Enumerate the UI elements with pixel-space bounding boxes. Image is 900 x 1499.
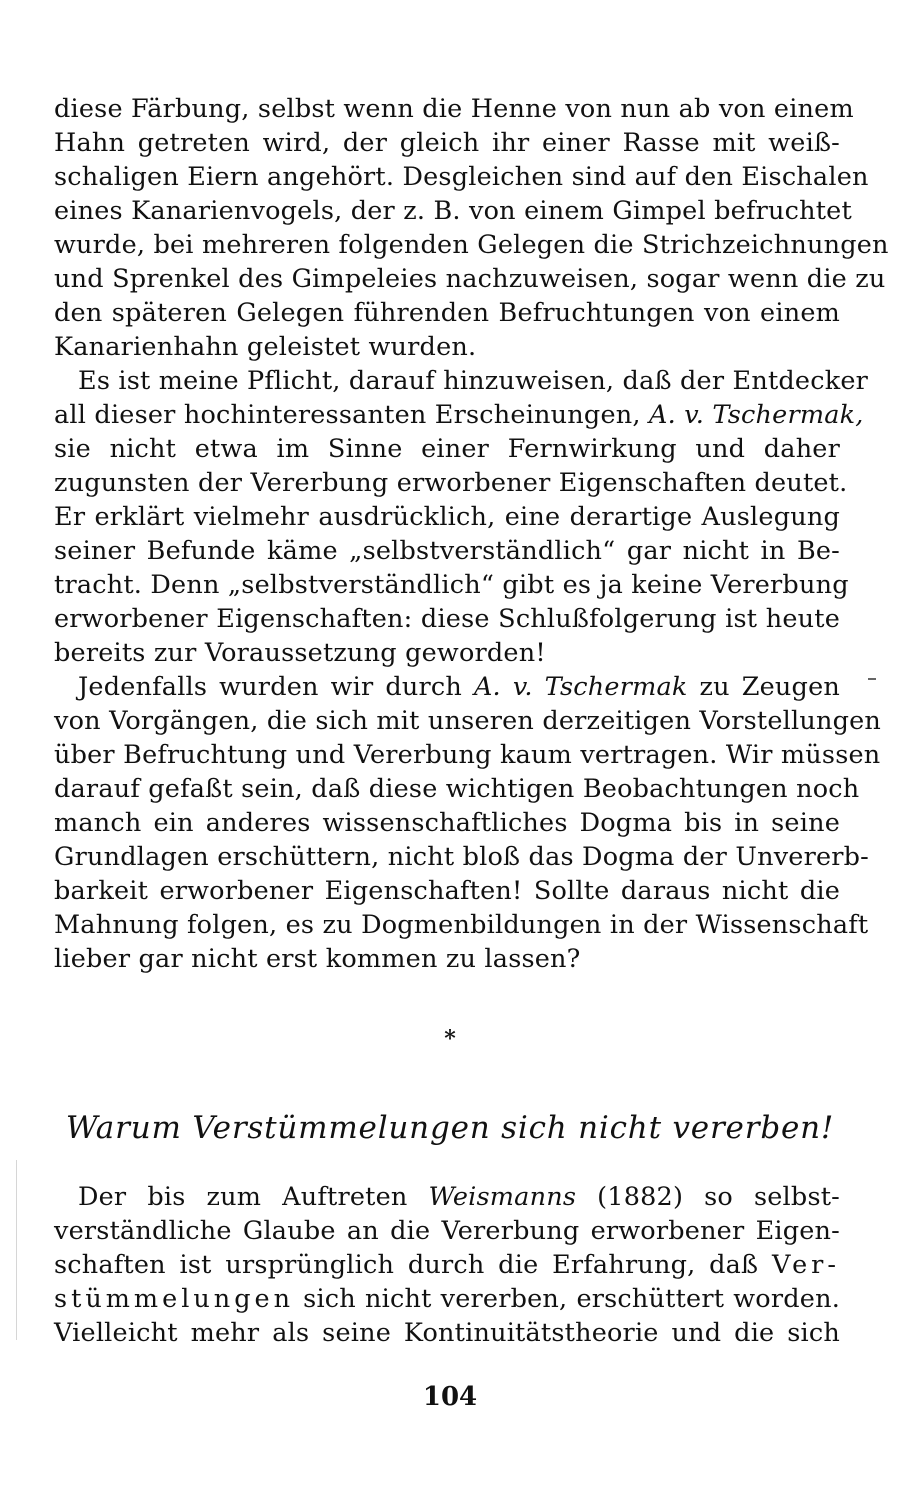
text-span: sich nicht vererben, erschüttert worden. <box>303 1284 840 1314</box>
text-span: (1882) so selbst- <box>597 1182 840 1212</box>
spaced-text: stümmelungen <box>54 1284 295 1314</box>
text-line: Es ist meine Pflicht, darauf hinzuweisen, daß der Entdecker <box>78 366 869 396</box>
text-line: Kanarienhahn geleistet wurden. <box>54 332 477 362</box>
text-line: bereits zur Voraussetzung geworden! <box>54 638 546 668</box>
text-span: Jedenfalls wurden wir durch <box>78 672 462 702</box>
text-line: darauf gefaßt sein, daß diese wichtigen Beobachtungen noch <box>54 774 860 804</box>
text-line: seiner Befunde käme „selbstverständlich“ gar nicht in Be- <box>54 536 840 566</box>
text-line <box>54 1282 840 1316</box>
text-line: wurde, bei mehreren folgenden Gelegen die Strichzeichnungen <box>54 230 889 260</box>
margin-mark <box>868 678 876 680</box>
text-line: den späteren Gelegen führenden Befruchtungen von einem <box>54 298 840 328</box>
text-line: manch ein anderes wissenschaftliches Dogma bis in seine <box>54 808 840 838</box>
paragraph-tschermak <box>54 364 869 670</box>
page-number: 104 <box>422 1382 478 1412</box>
text-line <box>54 398 864 432</box>
text-span: Der bis zum Auftreten <box>78 1182 408 1212</box>
text-line: Mahnung folgen, es zu Dogmenbildungen in der Wissenschaft <box>54 910 869 940</box>
text-line: und Sprenkel des Gimpeleies nachzuweisen, sogar wenn die zu <box>54 264 886 294</box>
text-span: schaften ist ursprünglich durch die Erfahrung, daß <box>54 1250 759 1280</box>
text-line <box>54 670 840 704</box>
text-line: schaligen Eiern angehört. Desgleichen sind auf den Eischalen <box>54 162 869 192</box>
section-heading: Warum Verstümmelungen sich nicht vererben! <box>65 1110 835 1146</box>
text-span: zu Zeugen <box>699 672 840 702</box>
text-line: zugunsten der Vererbung erworbener Eigenschaften deutet. <box>54 468 848 498</box>
paragraph-conclusion <box>54 670 882 976</box>
text-line: über Befruchtung und Vererbung kaum vertragen. Wir müssen <box>54 740 881 770</box>
text-line: eines Kanarienvogels, der z. B. von einem Gimpel befruchtet <box>54 196 852 226</box>
paragraph-continued <box>54 92 889 364</box>
text-line <box>54 1180 840 1214</box>
italic-name: Weismanns <box>428 1182 577 1212</box>
text-line: Hahn getreten wird, der gleich ihr einer Rasse mit weiß- <box>54 128 840 158</box>
paragraph-section-start <box>54 1180 840 1350</box>
italic-name: A. v. Tschermak <box>473 672 688 702</box>
text-line: verständliche Glaube an die Vererbung erworbener Eigen- <box>54 1216 840 1246</box>
text-line: sie nicht etwa im Sinne einer Fernwirkung und daher <box>54 434 840 464</box>
scan-edge-line <box>16 1160 17 1340</box>
text-line: Grundlagen erschüttern, nicht bloß das Dogma der Unvererb- <box>54 842 869 872</box>
text-line: lieber gar nicht erst kommen zu lassen? <box>54 944 581 974</box>
spaced-text: Ver- <box>772 1250 840 1280</box>
text-line: Vielleicht mehr als seine Kontinuitätstheorie und die sich <box>54 1318 840 1348</box>
text-line: Er erklärt vielmehr ausdrücklich, eine derartige Auslegung <box>54 502 840 532</box>
italic-name: A. v. Tschermak, <box>648 400 864 430</box>
text-line: diese Färbung, selbst wenn die Henne von nun ab von einem <box>54 94 854 124</box>
text-line: barkeit erworbener Eigenschaften! Sollte daraus nicht die <box>54 876 840 906</box>
text-line: erworbener Eigenschaften: diese Schlußfolgerung ist heute <box>54 604 840 634</box>
text-line <box>54 1248 840 1282</box>
text-span: all dieser hochinteressanten Erscheinungen, <box>54 400 641 430</box>
text-line: von Vorgängen, die sich mit unseren derzeitigen Vorstellungen <box>54 706 882 736</box>
section-separator: * <box>444 1026 456 1052</box>
text-line: tracht. Denn „selbstverständlich“ gibt es ja keine Vererbung <box>54 570 849 600</box>
